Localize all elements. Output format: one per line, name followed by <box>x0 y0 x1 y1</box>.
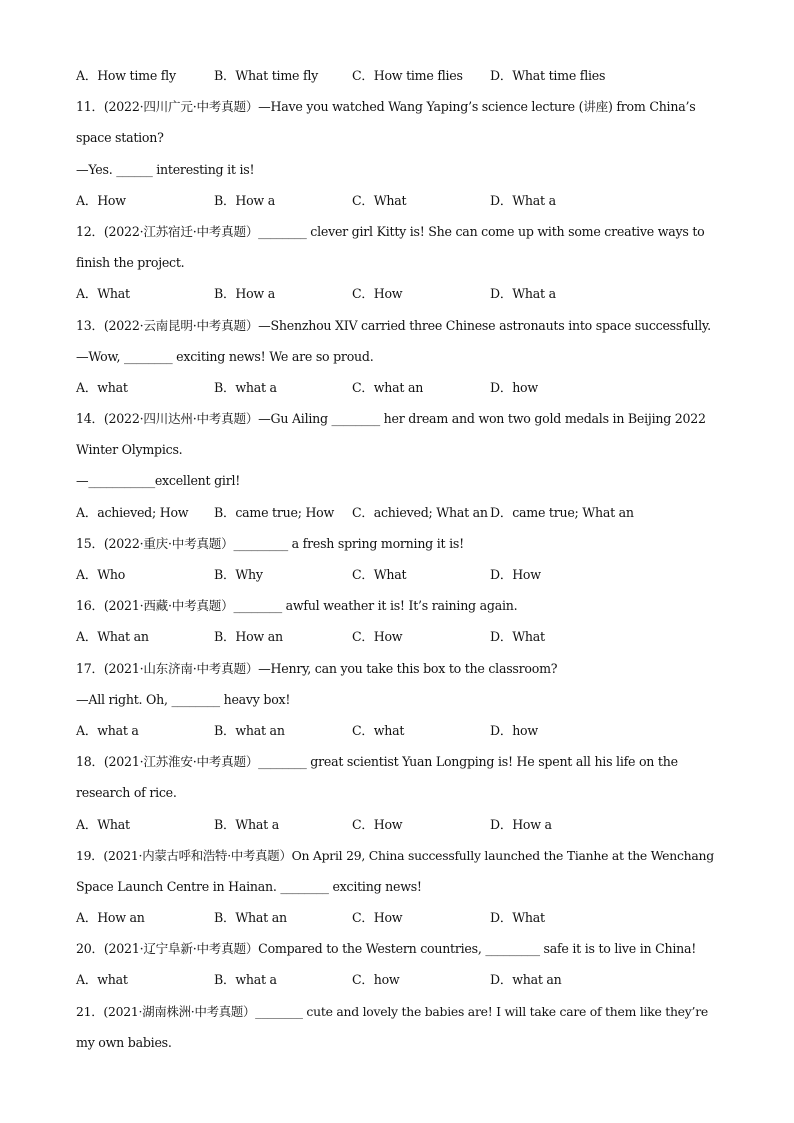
q15-option-d: D．How <box>490 567 541 582</box>
q20-stem-line-1: 20．(2021·辽宁阜新·中考真题）Compared to the Western countries, _________ safe it is to live in China! <box>76 941 697 957</box>
q13-option-c: C．what an <box>352 379 424 395</box>
q14-option-a: A．achieved; How <box>76 504 189 520</box>
q13-option-b: B．what a <box>214 379 277 395</box>
q11-option-c: C．What <box>352 192 407 208</box>
q11-stem-line-3: —Yes. ______ interesting it is! <box>76 161 255 177</box>
q11-options <box>76 191 716 222</box>
q17-option-d: D．how <box>490 722 538 738</box>
q17-stem-line-2: —All right. Oh, ________ heavy box! <box>76 691 291 707</box>
q13-option-a: A．what <box>76 379 128 395</box>
q18-option-b: B．What a <box>214 816 279 832</box>
q12-stem-line-1: 12．(2022·江苏宿迁·中考真题）________ clever girl Kitty is! She can come up with some creative ways to <box>76 223 705 239</box>
q19-option-a: A．How an <box>76 910 145 926</box>
q12-option-b: B．How a <box>214 286 275 302</box>
q10-option-c: C．How time flies <box>352 68 463 83</box>
q18-options <box>76 815 716 846</box>
q17-option-b: B．what an <box>214 722 285 738</box>
q14-option-d: D．came true; What an <box>490 504 634 520</box>
q11-stem-line-1: 11．(2022·四川广元·中考真题）—Have you watched Wang Yaping’s science lecture (讲座) from China’s <box>76 99 696 115</box>
q19-option-b: B．What an <box>214 910 287 926</box>
q14-stem-line-2: Winter Olympics. <box>76 442 183 458</box>
q20-option-b: B．what a <box>214 972 277 988</box>
q10-option-a: A．How time fly <box>76 68 176 83</box>
q10-option-b: B．What time fly <box>214 68 319 83</box>
q18-option-d: D．How a <box>490 816 552 832</box>
q18-stem-line-1: 18．(2021·江苏淮安·中考真题）________ great scientist Yuan Longping is! He spent all his life on the <box>76 754 678 770</box>
q10-options <box>76 66 716 97</box>
q19-stem-line-1: 19．(2021·内蒙古呼和浩特·中考真题）On April 29, China successfully launched the Tianhe at the Wenchang <box>76 847 714 863</box>
q11-stem-line-2: space station? <box>76 130 164 146</box>
q14-option-b: B．came true; How <box>214 504 335 520</box>
q17-options <box>76 721 716 752</box>
q15-stem-line-1: 15．(2022·重庆·中考真题）_________ a fresh spring morning it is! <box>76 535 464 551</box>
q14-option-c: C．achieved; What an <box>352 504 488 520</box>
q19-options <box>76 908 716 939</box>
q20-option-a: A．what <box>76 972 128 988</box>
q12-option-d: D．What a <box>490 286 556 302</box>
q21-stem-line-1: 21．(2021·湖南株洲·中考真题）________ cute and lovely the babies are! I will take care of them like they’re <box>76 1003 708 1019</box>
q15-option-b: B．Why <box>214 567 263 582</box>
q17-option-a: A．what a <box>76 722 139 738</box>
q18-option-a: A．What <box>76 816 130 832</box>
q14-stem-line-1: 14．(2022·四川达州·中考真题）—Gu Ailing ________ her dream and won two gold medals in Beijing 2022 <box>76 411 706 427</box>
q12-option-c: C．How <box>352 286 403 302</box>
q18-option-c: C．How <box>352 816 403 832</box>
q14-stem-line-3: —___________excellent girl! <box>76 473 241 489</box>
q13-options <box>76 378 716 409</box>
q19-option-c: C．How <box>352 910 403 926</box>
q21-stem-line-2: my own babies. <box>76 1034 172 1050</box>
q15-option-a: A．Who <box>76 567 126 582</box>
q11-option-a: A．How <box>76 192 126 208</box>
q16-option-c: C．How <box>352 629 403 645</box>
q20-option-c: C．how <box>352 972 400 988</box>
q12-option-a: A．What <box>76 286 130 302</box>
q16-option-b: B．How an <box>214 629 283 645</box>
q11-option-d: D．What a <box>490 192 556 208</box>
q16-option-a: A．What an <box>76 629 149 645</box>
q18-stem-line-2: research of rice. <box>76 785 177 801</box>
q13-option-d: D．how <box>490 379 538 395</box>
q13-stem-line-2: —Wow, ________ exciting news! We are so proud. <box>76 348 374 364</box>
q15-options <box>76 565 716 596</box>
q16-option-d: D．What <box>490 629 545 645</box>
q14-options <box>76 503 716 534</box>
question-list <box>76 66 716 1064</box>
q17-option-c: C．what <box>352 722 405 738</box>
q10-option-d: D．What time flies <box>490 68 606 83</box>
q16-options <box>76 627 716 658</box>
q13-stem-line-1: 13．(2022·云南昆明·中考真题）—Shenzhou XIV carried three Chinese astronauts into space successfully. <box>76 317 711 333</box>
q12-stem-line-2: finish the project. <box>76 255 185 271</box>
q20-option-d: D．what an <box>490 972 562 988</box>
q15-option-c: C．What <box>352 567 407 582</box>
q17-stem-line-1: 17．(2021·山东济南·中考真题）—Henry, can you take this box to the classroom? <box>76 660 558 676</box>
q16-stem-line-1: 16．(2021·西藏·中考真题）________ awful weather it is! It’s raining again. <box>76 598 518 614</box>
q12-options <box>76 284 716 315</box>
q19-option-d: D．What <box>490 910 545 926</box>
q11-option-b: B．How a <box>214 192 275 208</box>
q20-options <box>76 970 716 1001</box>
q19-stem-line-2: Space Launch Centre in Hainan. ________ exciting news! <box>76 878 422 894</box>
